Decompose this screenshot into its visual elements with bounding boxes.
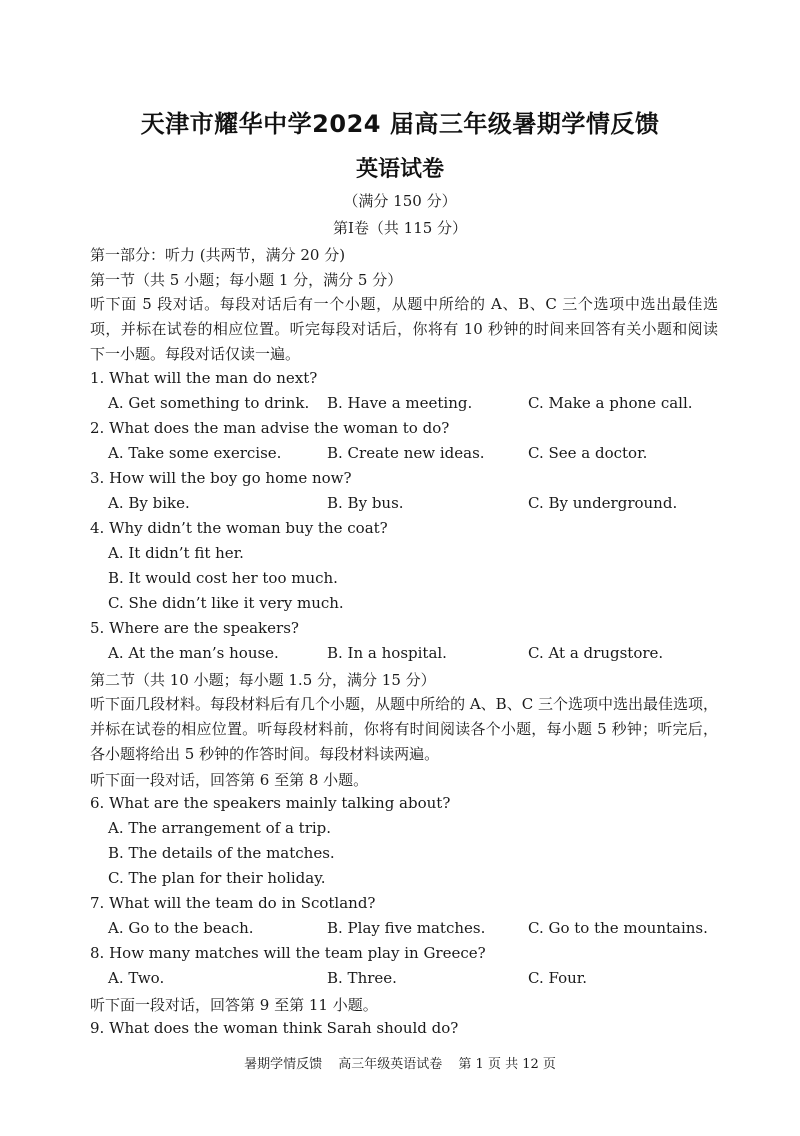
q6-option-a: A. The arrangement of a trip. [108, 819, 332, 837]
q4-option-a: A. It didn’t fit her. [108, 544, 244, 562]
dialogue2-intro: 听下面一段对话，回答第 9 至第 11 小题。 [90, 996, 378, 1014]
q7-option-a: A. Go to the beach. [108, 919, 254, 937]
q4-option-b: B. It would cost her too much. [108, 569, 338, 587]
q5-option-a: A. At the man’s house. [108, 644, 279, 662]
section2-heading: 第二节（共 10 小题；每小题 1.5 分，满分 15 分） [90, 671, 436, 689]
question-7: 7. What will the team do in Scotland? [90, 894, 376, 912]
exam-title: 天津市耀华中学2024 届高三年级暑期学情反馈 [140, 110, 660, 138]
q1-option-b: B. Have a meeting. [327, 394, 473, 412]
q6-option-c: C. The plan for their holiday. [108, 869, 326, 887]
q5-option-c: C. At a drugstore. [528, 644, 664, 662]
q3-option-b: B. By bus. [327, 494, 404, 512]
q8-option-c: C. Four. [528, 969, 588, 987]
question-3: 3. How will the boy go home now? [90, 469, 352, 487]
q2-option-c: C. See a doctor. [528, 444, 648, 462]
dialogue1-intro: 听下面一段对话，回答第 6 至第 8 小题。 [90, 771, 369, 789]
q6-option-b: B. The details of the matches. [108, 844, 335, 862]
section2-instructions: 听下面几段材料。每段材料后有几个小题，从题中所给的 A、B、C 三个选项中选出最佳选项，并标在试卷的相应位置。听每段材料前，你将有时间阅读各个小题，每小题 5 秒钟；听完后，各小题将给出 5 秒钟的作答时间。每段材料读两遍。 [90, 695, 718, 763]
footer-left: 暑期学情反馈 [244, 1057, 323, 1072]
section1-heading: 第一节（共 5 小题；每小题 1 分，满分 5 分） [90, 271, 403, 289]
question-8: 8. How many matches will the team play in Greece? [90, 944, 486, 962]
footer-middle: 高三年级英语试卷 [338, 1057, 443, 1072]
q2-option-a: A. Take some exercise. [108, 444, 282, 462]
question-1: 1. What will the man do next? [90, 369, 318, 387]
q3-option-c: C. By underground. [528, 494, 678, 512]
section1-instructions: 听下面 5 段对话。每段对话后有一个小题，从题中所给的 A、B、C 三个选项中选出最佳选项，并标在试卷的相应位置。听完每段对话后，你将有 10 秒钟的时间来回答有关小题和阅读下一小题。每段对话仅读一遍。 [90, 295, 718, 363]
question-5: 5. Where are the speakers? [90, 619, 299, 637]
page-footer [0, 1053, 800, 1072]
total-score: （满分 150 分） [343, 192, 457, 210]
q8-option-a: A. Two. [108, 969, 165, 987]
question-9: 9. What does the woman think Sarah should do? [90, 1019, 459, 1037]
question-4: 4. Why didn’t the woman buy the coat? [90, 519, 388, 537]
exam-subtitle: 英语试卷 [355, 157, 444, 182]
volume-heading: 第Ⅰ卷（共 115 分） [332, 219, 468, 237]
q7-option-c: C. Go to the mountains. [528, 919, 708, 937]
footer-page-number: 第 1 页 共 12 页 [458, 1057, 556, 1072]
q1-option-c: C. Make a phone call. [528, 394, 693, 412]
q2-option-b: B. Create new ideas. [327, 444, 485, 462]
part1-heading: 第一部分：听力 (共两节，满分 20 分) [90, 246, 346, 264]
q4-option-c: C. She didn’t like it very much. [108, 594, 344, 612]
question-2: 2. What does the man advise the woman to do? [90, 419, 450, 437]
q7-option-b: B. Play five matches. [327, 919, 486, 937]
question-6: 6. What are the speakers mainly talking about? [90, 794, 451, 812]
q5-option-b: B. In a hospital. [327, 644, 447, 662]
q1-option-a: A. Get something to drink. [108, 394, 310, 412]
q3-option-a: A. By bike. [108, 494, 190, 512]
q8-option-b: B. Three. [327, 969, 397, 987]
